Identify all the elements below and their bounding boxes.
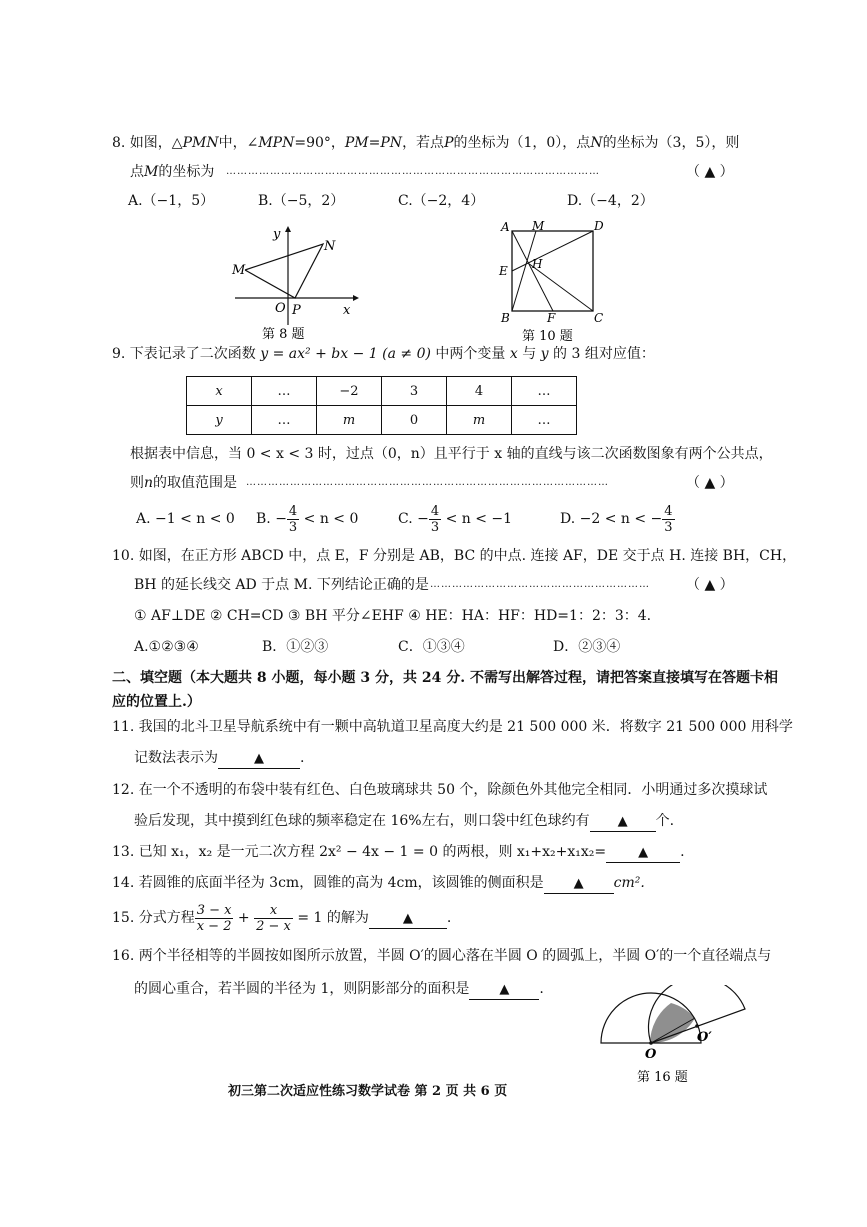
fig10-label-e: E [499, 264, 508, 278]
q9-answer-slot: （ ▲ ） [686, 475, 734, 491]
q9-value-table [186, 376, 577, 435]
q9-line2: 根据表中信息，当 0 < x < 3 时，过点（0，n）且平行于 x 轴的直线与该二次函数图象有两个公共点， [130, 446, 773, 462]
q10-option-a: A.①②③④ [134, 639, 199, 655]
q9-line1: 9. 下表记录了二次函数 y = ax² + bx − 1 (a ≠ 0) 中两个变量 x 与 y 的 3 组对应值： [112, 346, 655, 362]
table-cell: −2 [317, 377, 382, 406]
q10-statements: ① AF⊥DE ② CH=CD ③ BH 平分∠EHF ④ HE：HA：HF：HD=1：2：3：4. [134, 608, 652, 624]
q10-option-d: D．②③④ [553, 639, 621, 655]
q8-dots: ………………………………………………………………………………………… [226, 166, 600, 177]
table-cell: 4 [447, 377, 512, 406]
q8-line1: 8. 如图，△PMN中，∠MPN=90°，PM=PN，若点P的坐标为（1，0），点N的坐标为（3，5），则 [112, 135, 740, 151]
q9-option-a: A. −1 < n < 0 [136, 511, 235, 527]
q14-line: 14. 若圆锥的底面半径为 3cm，圆锥的高为 4cm，该圆锥的侧面积是 ▲ cm². [112, 873, 645, 894]
table-cell: … [252, 377, 317, 406]
q8-option-b: B.（−5，2） [258, 193, 345, 209]
q10-dots: …………………………………………………… [430, 579, 650, 590]
q9-option-b: B. − $\frac{4}{3}$ < n < 0 [256, 503, 359, 535]
fig8-label-n: N [324, 239, 336, 254]
page-footer: 初三第二次适应性练习数学试卷 第 2 页 共 6 页 [228, 1084, 508, 1099]
figure-10 [495, 218, 615, 346]
fig8-label-o: O [275, 301, 286, 316]
fig8-label-p: P [292, 303, 301, 318]
table-cell: m [447, 406, 512, 435]
q8-option-a: A.（−1，5） [128, 193, 215, 209]
q11-line1: 11. 我国的北斗卫星导航系统中有一颗中高轨道卫星高度大约是 21 500 000 米．将数字 21 500 000 用科学 [112, 719, 793, 735]
table-row [187, 377, 577, 406]
fig8-label-m: M [232, 263, 246, 278]
q12-line1: 12. 在一个不透明的布袋中装有红色、白色玻璃球共 50 个，除颜色外其他完全相同．小明通过多次摸球试 [112, 782, 768, 798]
fig10-label-f: F [547, 311, 556, 325]
q8-line2: 点M的坐标为 [130, 164, 215, 180]
fig10-label-b: B [501, 311, 510, 325]
q13-blank: ▲ [606, 844, 680, 863]
fig10-label-h: H [532, 257, 543, 271]
q12-line2: 验后发现，其中摸到红色球的频率稳定在 16%左右，则口袋中红色球约有 ▲ 个. [134, 811, 674, 832]
fig10-label-d: D [594, 219, 604, 233]
figure-8 [225, 220, 365, 345]
q11-blank: ▲ [218, 750, 300, 769]
q13-line: 13. 已知 x₁，x₂ 是一元二次方程 2x² − 4x − 1 = 0 的两根，则 x₁+x₂+x₁x₂= ▲ . [112, 842, 685, 863]
q9-option-c: C. − $\frac{4}{3}$ < n < −1 [398, 503, 513, 535]
table-row [187, 406, 577, 435]
q10-line1: 10. 如图，在正方形 ABCD 中，点 E，F 分别是 AB，BC 的中点. 连接 AF，DE 交于点 H. 连接 BH，CH， [112, 548, 797, 564]
q9-option-d: D. −2 < n < − $\frac{4}{3}$ [560, 503, 673, 535]
fig10-label-m: M [532, 219, 545, 233]
table-cell: … [512, 377, 577, 406]
q16-blank: ▲ [469, 981, 539, 1000]
fig10-label-c: C [594, 311, 604, 325]
q10-answer-slot: （ ▲ ） [686, 577, 734, 593]
table-cell: 0 [382, 406, 447, 435]
q14-blank: ▲ [544, 875, 614, 894]
q10-option-c: C．①③④ [398, 639, 465, 655]
table-cell: … [512, 406, 577, 435]
q8-option-d: D.（−4，2） [567, 193, 654, 209]
q10-option-b: B．①②③ [262, 639, 329, 655]
section2-heading-line1: 二、填空题（本大题共 8 小题，每小题 3 分，共 24 分. 不需写出解答过程，请把答案直接填写在答题卡相 [112, 670, 778, 686]
fig8-caption: 第 8 题 [262, 327, 305, 342]
q16-line2: 的圆心重合，若半圆的半径为 1，则阴影部分的面积是 ▲ . [134, 979, 544, 1000]
fig16-label-o-prime: O′ [697, 1030, 712, 1045]
section2-heading-line2: 应的位置上.） [112, 694, 201, 710]
fig8-label-y: y [273, 227, 281, 242]
table-cell: m [317, 406, 382, 435]
q11-line2: 记数法表示为 ▲ . [134, 748, 304, 769]
q15-blank: ▲ [369, 910, 447, 929]
q9-dots: ……………………………………………………………………………………… [246, 477, 609, 488]
q8-option-c: C.（−2，4） [398, 193, 485, 209]
fig16-label-o: O [645, 1047, 657, 1062]
q12-blank: ▲ [590, 813, 656, 832]
table-cell: … [252, 406, 317, 435]
figure-16 [595, 985, 755, 1090]
q8-answer-slot: （ ▲ ） [686, 164, 734, 180]
fig8-label-x: x [343, 303, 351, 318]
fig10-label-a: A [501, 220, 510, 234]
q16-line1: 16. 两个半径相等的半圆按如图所示放置，半圆 O′的圆心落在半圆 O 的圆弧上，半圆 O′的一个直径端点与 [112, 948, 772, 964]
q10-line2: BH 的延长线交 AD 于点 M. 下列结论正确的是 [134, 577, 429, 593]
table-cell: y [187, 406, 252, 435]
fig10-caption: 第 10 题 [522, 329, 573, 344]
q9-line3: 则n的取值范围是 [130, 475, 238, 491]
q15-line: 15. 分式方程 $\frac{3 - x}{x - 2}$ + $\frac{x}{2 - x}$ = 1 的解为 ▲ . [112, 902, 452, 934]
fig16-caption: 第 16 题 [637, 1070, 688, 1085]
table-cell: 3 [382, 377, 447, 406]
table-cell: x [187, 377, 252, 406]
